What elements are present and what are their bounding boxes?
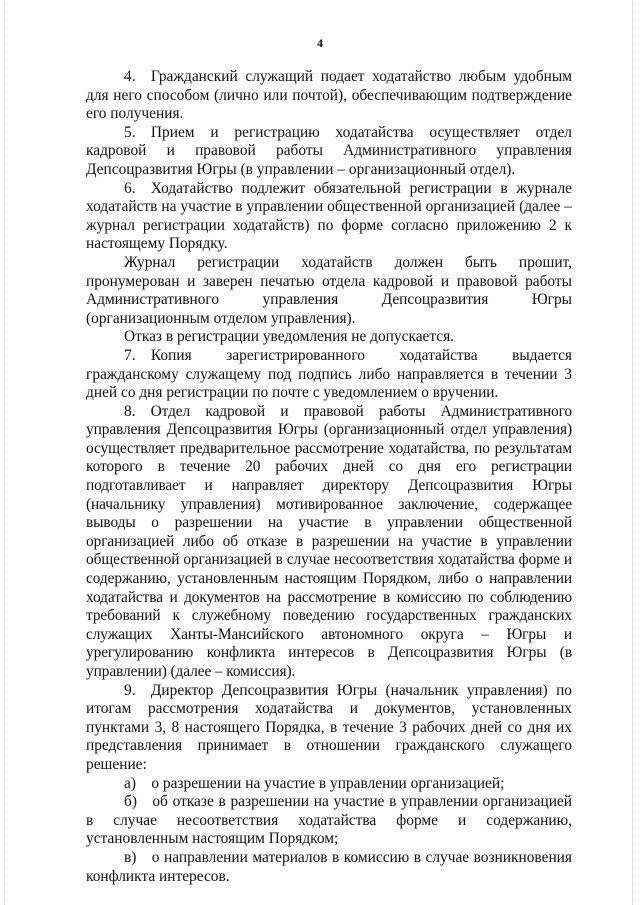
paragraph-subitem-a: а) о разрешении на участие в управлении организацией; — [124, 774, 505, 792]
page-edge-right — [632, 0, 634, 905]
page-number: 4 — [317, 36, 323, 50]
paragraph-item-9: 9. Директор Депсоцразвития Югры (начальник управления) по итогам рассмотрения ходатайства и документов, установленных пунктами 3, 8 настоящего Порядка, в течение 3 рабочих дней со дня их представления принимает в отношении гражданского служащего решение: — [86, 681, 572, 773]
paragraph-subitem-b: б) об отказе в разрешении на участие в управлении организацией в случае несоответствия ходатайства форме и содержанию, установленным настоящим Порядком; — [86, 793, 572, 848]
page-edge-left — [4, 0, 6, 905]
paragraph-item-5: 5. Прием и регистрацию ходатайства осуществляет отдел кадровой и правовой работы Административного управления Депсоцразвития Югры (в управлении – организационный отдел). — [86, 123, 572, 178]
paragraph-item-4: 4. Гражданский служащий подает ходатайство любым удобным для него способом (лично или почтой), обеспечивающим подтверждение его получения. — [86, 68, 572, 123]
paragraph-item-8: 8. Отдел кадровой и правовой работы Административного управления Депсоцразвития Югры (организационный отдел управления) осуществляет предварительное рассмотрение ходатайства, по результатам которого в течение 20 рабочих дней со дня его регистрации подготавливает и направляет директору Депсоцразвития Югры (начальнику управления) мотивированное заключение, содержащее выводы о разрешении на участие в управлении общественной организацией либо об отказе в разрешении на участие в управлении общественной организацией в случае несоответствия ходатайства форме и содержанию, установленным настоящим Порядком, либо о направлении ходатайства и документов на рассмотрение в комиссию по соблюдению требований к служебному поведению государственных гражданских служащих Ханты-Мансийского автономного округа – Югры и урегулированию конфликта интересов в Депсоцразвития Югры (в управлении) (далее – комиссия). — [86, 402, 572, 680]
paragraph-subitem-v: в) о направлении материалов в комиссию в случае возникновения конфликта интересов. — [86, 848, 572, 885]
paragraph-item-7: 7. Копия зарегистрированного ходатайства выдается гражданскому служащему под подпись либо направляется в течении 3 дней со дня регистрации по почте с уведомлением о вручении. — [86, 346, 572, 402]
document-body — [86, 68, 572, 886]
paragraph-refusal-not-allowed: Отказ в регистрации уведомления не допускается. — [124, 328, 455, 346]
paragraph-item-6: 6. Ходатайство подлежит обязательной регистрации в журнале ходатайств на участие в управлении общественной организацией (далее – журнал регистрации ходатайств) по форме согласно приложению 2 к настоящему Порядку. — [86, 179, 572, 253]
paragraph-journal-requirements: Журнал регистрации ходатайств должен быть прошит, пронумерован и заверен печатью отдела кадровой и правовой работы Административного управления Депсоцразвития Югры (организационным отделом управления). — [86, 253, 572, 327]
